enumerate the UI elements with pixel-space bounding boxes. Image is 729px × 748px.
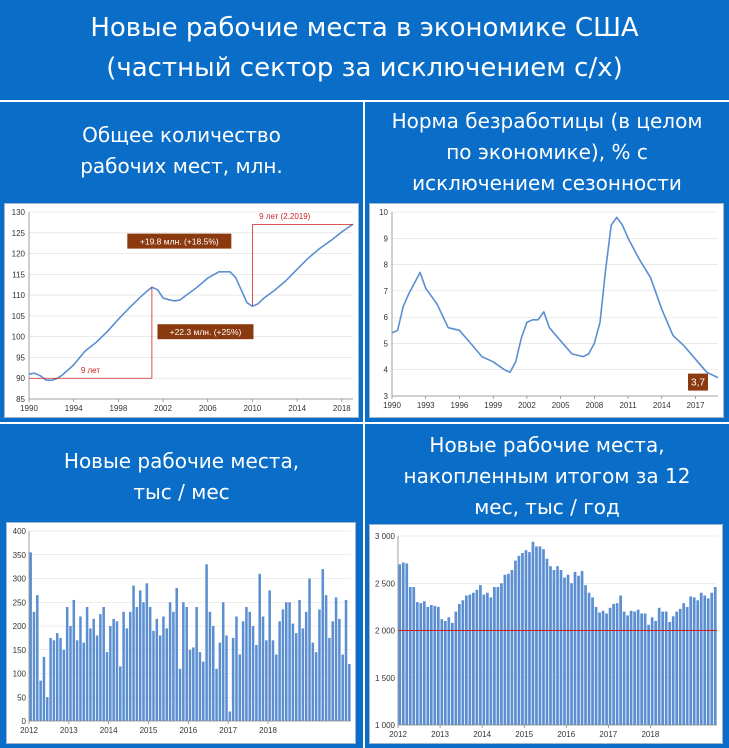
bar (528, 552, 531, 725)
bar (630, 611, 633, 725)
bar (66, 607, 69, 721)
bar (525, 550, 528, 725)
bar (616, 603, 619, 725)
bar (185, 607, 188, 721)
bar (59, 638, 62, 721)
bar (469, 595, 472, 725)
bar (437, 607, 440, 725)
x-tick-label: 2013 (431, 730, 449, 739)
bar (232, 638, 235, 721)
bar (166, 628, 169, 721)
x-tick-label: 2015 (139, 726, 158, 735)
bar (707, 598, 710, 725)
bar (53, 640, 56, 721)
bar (539, 546, 542, 725)
y-tick-label: 105 (11, 311, 25, 321)
bar (560, 570, 563, 725)
main-title-line2: (частный сектор за исключением с/х) (106, 53, 623, 83)
bar (222, 602, 225, 721)
x-tick-label: 1990 (20, 404, 38, 413)
bar (511, 570, 514, 725)
bar (556, 566, 559, 725)
x-tick-label: 2014 (288, 404, 307, 413)
bar (219, 643, 222, 721)
bar (479, 585, 482, 725)
x-tick-label: 2018 (641, 730, 660, 739)
bar (423, 601, 426, 725)
bar (315, 652, 318, 721)
bar (149, 607, 152, 721)
bar (139, 590, 142, 721)
bar (312, 643, 315, 721)
bar (595, 607, 598, 725)
bar (106, 652, 109, 721)
y-tick-label: 3 (383, 392, 388, 401)
panel4-title-line1: Новые рабочие места, (429, 433, 665, 457)
bar (63, 650, 66, 721)
bar (122, 612, 125, 721)
bar (308, 579, 311, 722)
y-tick-label: 9 (383, 234, 388, 244)
x-tick-label: 2015 (515, 730, 534, 739)
x-tick-label: 2008 (585, 401, 604, 410)
bar (497, 587, 500, 725)
panel3-title-line1: Новые рабочие места, (63, 449, 300, 473)
y-tick-label: 8 (383, 260, 388, 270)
bar (275, 655, 278, 722)
bar (661, 612, 664, 725)
bar (588, 593, 591, 725)
panel1-title-line2: рабочих мест, млн. (80, 154, 283, 178)
bar (581, 571, 584, 725)
panel4-title-line2: накопленным итогом за 12 (403, 464, 691, 488)
bar (79, 617, 82, 722)
bar (633, 612, 636, 725)
bar (609, 608, 612, 725)
bar (242, 621, 245, 721)
bar (146, 583, 149, 721)
chart-unemployment (369, 203, 724, 418)
panel4-title-line3: мес, тыс / год (474, 495, 620, 519)
bar (542, 549, 545, 725)
x-tick-label: 2018 (332, 404, 351, 413)
y-tick-label: 5 (383, 339, 388, 349)
bar (292, 624, 295, 721)
bar (549, 566, 552, 725)
chart-monthly-jobs (6, 522, 356, 744)
bar (416, 602, 419, 725)
bar (282, 609, 285, 721)
bar (92, 619, 95, 721)
x-tick-label: 1994 (64, 404, 83, 413)
bar (278, 621, 281, 721)
panel1-title-line1: Общее количество (82, 123, 281, 147)
bar (689, 597, 692, 726)
x-tick-label: 2014 (473, 730, 492, 739)
bar (574, 572, 577, 725)
x-tick-label: 1990 (383, 401, 401, 410)
panel1-title (0, 120, 363, 182)
bar (710, 593, 713, 725)
bar (248, 612, 251, 721)
bar (405, 563, 408, 725)
y-tick-label: 3 000 (374, 532, 395, 541)
y-tick-label: 300 (12, 574, 26, 584)
panel2-title-line2: по экономике), % с (446, 140, 648, 164)
panel3-title (0, 446, 363, 508)
bar (700, 593, 703, 725)
bar (341, 655, 344, 722)
bar (225, 636, 228, 722)
bar (412, 587, 415, 725)
series-line (392, 217, 718, 377)
x-tick-label: 2016 (179, 726, 198, 735)
bar (612, 604, 615, 725)
bar (567, 575, 570, 725)
bar (602, 611, 605, 725)
bar (637, 610, 640, 725)
bar (444, 621, 447, 725)
x-tick-label: 2012 (20, 726, 38, 735)
bar (486, 593, 489, 725)
bar (215, 669, 218, 721)
bar (132, 586, 135, 721)
x-tick-label: 2013 (59, 726, 78, 735)
bar (440, 619, 443, 725)
bar (179, 669, 182, 721)
x-tick-label: 2002 (154, 404, 172, 413)
bar (83, 643, 86, 721)
bar (462, 600, 465, 725)
bar (172, 612, 175, 721)
chart-unemployment-svg (370, 204, 723, 417)
annotation-box-bottom-label: +22.3 млн. (+25%) (169, 327, 242, 338)
bar (189, 650, 192, 721)
bar (109, 626, 112, 721)
bar (285, 602, 288, 721)
bar (532, 542, 535, 725)
bar (577, 576, 580, 725)
bar (553, 570, 556, 725)
bar (465, 596, 468, 726)
bar (152, 631, 155, 721)
bar (112, 619, 115, 721)
bar (239, 655, 242, 722)
bar (490, 597, 493, 725)
bar (335, 598, 338, 722)
bar (658, 608, 661, 725)
bar (156, 619, 159, 721)
y-tick-label: 150 (12, 645, 26, 655)
main-title (0, 8, 729, 88)
bar (126, 628, 129, 721)
bar (598, 613, 601, 726)
bar (345, 600, 348, 721)
bar (430, 605, 433, 725)
y-tick-label: 10 (379, 208, 388, 217)
y-tick-label: 90 (16, 374, 25, 384)
bar (679, 609, 682, 725)
y-tick-label: 50 (17, 693, 26, 703)
y-tick-label: 6 (383, 313, 388, 323)
panel3-title-line2: тыс / мес (133, 480, 230, 504)
bar (619, 596, 622, 726)
y-tick-label: 85 (16, 395, 25, 404)
bar (472, 593, 475, 725)
bar (56, 633, 59, 721)
bar (116, 621, 119, 721)
bar (331, 621, 334, 721)
bar (521, 553, 524, 725)
x-tick-label: 2014 (99, 726, 118, 735)
bar (402, 563, 405, 726)
x-tick-label: 2005 (551, 401, 570, 410)
bar (665, 612, 668, 725)
bar (626, 615, 629, 725)
x-tick-label: 2018 (259, 726, 277, 735)
bar (46, 697, 49, 721)
panel4-title (365, 430, 729, 523)
bar (99, 614, 102, 721)
bar (202, 662, 205, 721)
bar (268, 590, 271, 721)
bar (195, 607, 198, 721)
bar (318, 609, 321, 721)
bar (43, 657, 46, 721)
bar (119, 666, 122, 721)
y-tick-label: 1 000 (374, 721, 395, 730)
y-tick-label: 130 (11, 208, 25, 217)
chart-monthly-jobs-svg (7, 523, 355, 743)
bar (295, 633, 298, 721)
x-tick-label: 1999 (484, 401, 503, 410)
x-tick-label: 1998 (109, 404, 128, 413)
bar (686, 607, 689, 725)
x-tick-label: 2010 (243, 404, 262, 413)
bar (229, 712, 232, 722)
bar (142, 602, 145, 721)
bar (89, 628, 92, 721)
bar (29, 552, 32, 721)
annotation-box-top-label: +19.8 млн. (+18.5%) (139, 236, 219, 247)
bar (348, 664, 351, 721)
x-tick-label: 1993 (416, 401, 435, 410)
bar (675, 612, 678, 725)
bar (476, 590, 479, 725)
bar (205, 564, 208, 721)
bar (76, 640, 79, 721)
bar (584, 585, 587, 725)
bar (129, 612, 132, 721)
bar (703, 596, 706, 726)
bar (426, 607, 429, 725)
bar (325, 595, 328, 721)
bar (305, 612, 308, 721)
bar (458, 604, 461, 725)
x-tick-label: 2017 (219, 726, 238, 735)
bar (546, 559, 549, 725)
chart-cumulative-jobs (369, 524, 723, 744)
bar (39, 681, 42, 721)
bar (447, 617, 450, 725)
bar (212, 626, 215, 721)
bar (272, 640, 275, 721)
bar (398, 564, 401, 725)
bar (696, 600, 699, 725)
bar (33, 612, 36, 721)
y-tick-label: 110 (12, 291, 25, 301)
bar (302, 628, 305, 721)
bar (235, 617, 238, 722)
bar (182, 602, 185, 721)
bar (288, 602, 291, 721)
y-tick-label: 95 (16, 353, 25, 363)
last-value-label: 3,7 (691, 377, 705, 389)
y-tick-label: 100 (12, 669, 26, 679)
panel2-title (365, 106, 729, 199)
chart-total-jobs-svg (5, 204, 358, 417)
bar (245, 607, 248, 721)
bar (433, 606, 436, 725)
x-tick-label: 2012 (389, 730, 407, 739)
bar (36, 595, 39, 721)
bar (693, 597, 696, 725)
bar (493, 587, 496, 725)
label-9-years: 9 лет (80, 365, 101, 375)
y-tick-label: 1 500 (374, 673, 395, 683)
label-9-years-2019: 9 лет (2.2019) (259, 212, 311, 222)
y-tick-label: 350 (12, 550, 26, 560)
y-tick-label: 2 000 (374, 626, 395, 636)
bar (535, 546, 538, 725)
bar (86, 607, 89, 721)
bar (672, 616, 675, 725)
bar (682, 603, 685, 725)
bar (262, 617, 265, 722)
bar (651, 617, 654, 725)
y-tick-label: 400 (12, 527, 26, 536)
bar (714, 587, 717, 725)
x-tick-label: 2002 (517, 401, 536, 410)
bar (265, 640, 268, 721)
x-tick-label: 2011 (619, 401, 637, 410)
bar (192, 647, 195, 721)
bar (96, 636, 99, 722)
bar (73, 600, 76, 721)
y-tick-label: 4 (383, 365, 388, 375)
bar (507, 574, 510, 725)
bar (654, 621, 657, 725)
bar (409, 587, 412, 725)
panel2-title-line3: исключением сезонности (412, 171, 682, 195)
y-tick-label: 100 (11, 332, 25, 342)
y-tick-label: 2 500 (374, 579, 395, 589)
bar (159, 636, 162, 722)
bar (169, 602, 172, 721)
y-tick-label: 115 (12, 270, 25, 280)
x-tick-label: 2014 (652, 401, 671, 410)
bar (570, 583, 573, 725)
bar (136, 607, 139, 721)
bar (454, 612, 457, 725)
bar (255, 645, 258, 721)
bar (668, 622, 671, 725)
bar (518, 556, 521, 725)
y-tick-label: 125 (11, 228, 25, 238)
bar (500, 583, 503, 725)
y-tick-label: 0 (21, 717, 26, 726)
chart-cumulative-jobs-svg (370, 525, 722, 743)
bar (298, 600, 301, 721)
bar (647, 625, 650, 725)
y-tick-label: 200 (12, 622, 26, 631)
bar (483, 595, 486, 725)
x-tick-label: 1996 (450, 401, 469, 410)
bar (419, 603, 422, 725)
bar (504, 575, 507, 725)
bar (328, 638, 331, 721)
bar (49, 638, 52, 721)
main-title-line1: Новые рабочие места в экономике США (90, 13, 639, 43)
bar (162, 617, 165, 722)
x-tick-label: 2016 (557, 730, 576, 739)
x-tick-label: 2017 (686, 401, 705, 410)
x-tick-label: 2006 (198, 404, 217, 413)
bar (514, 561, 517, 725)
bar (338, 619, 341, 721)
bar (209, 612, 212, 721)
bar (563, 578, 566, 725)
bar (322, 569, 325, 721)
bar (252, 626, 255, 721)
bar (591, 597, 594, 725)
chart-total-jobs (4, 203, 359, 418)
bar (199, 652, 202, 721)
y-tick-label: 120 (11, 249, 25, 259)
x-tick-label: 2017 (599, 730, 618, 739)
bar (102, 607, 105, 721)
bar (451, 623, 454, 725)
bar (175, 588, 178, 721)
y-tick-label: 7 (383, 286, 388, 296)
bar (623, 612, 626, 725)
bar (258, 574, 261, 721)
panel2-title-line1: Норма безработицы (в целом (391, 109, 703, 133)
y-tick-label: 250 (12, 598, 26, 608)
bar (69, 626, 72, 721)
